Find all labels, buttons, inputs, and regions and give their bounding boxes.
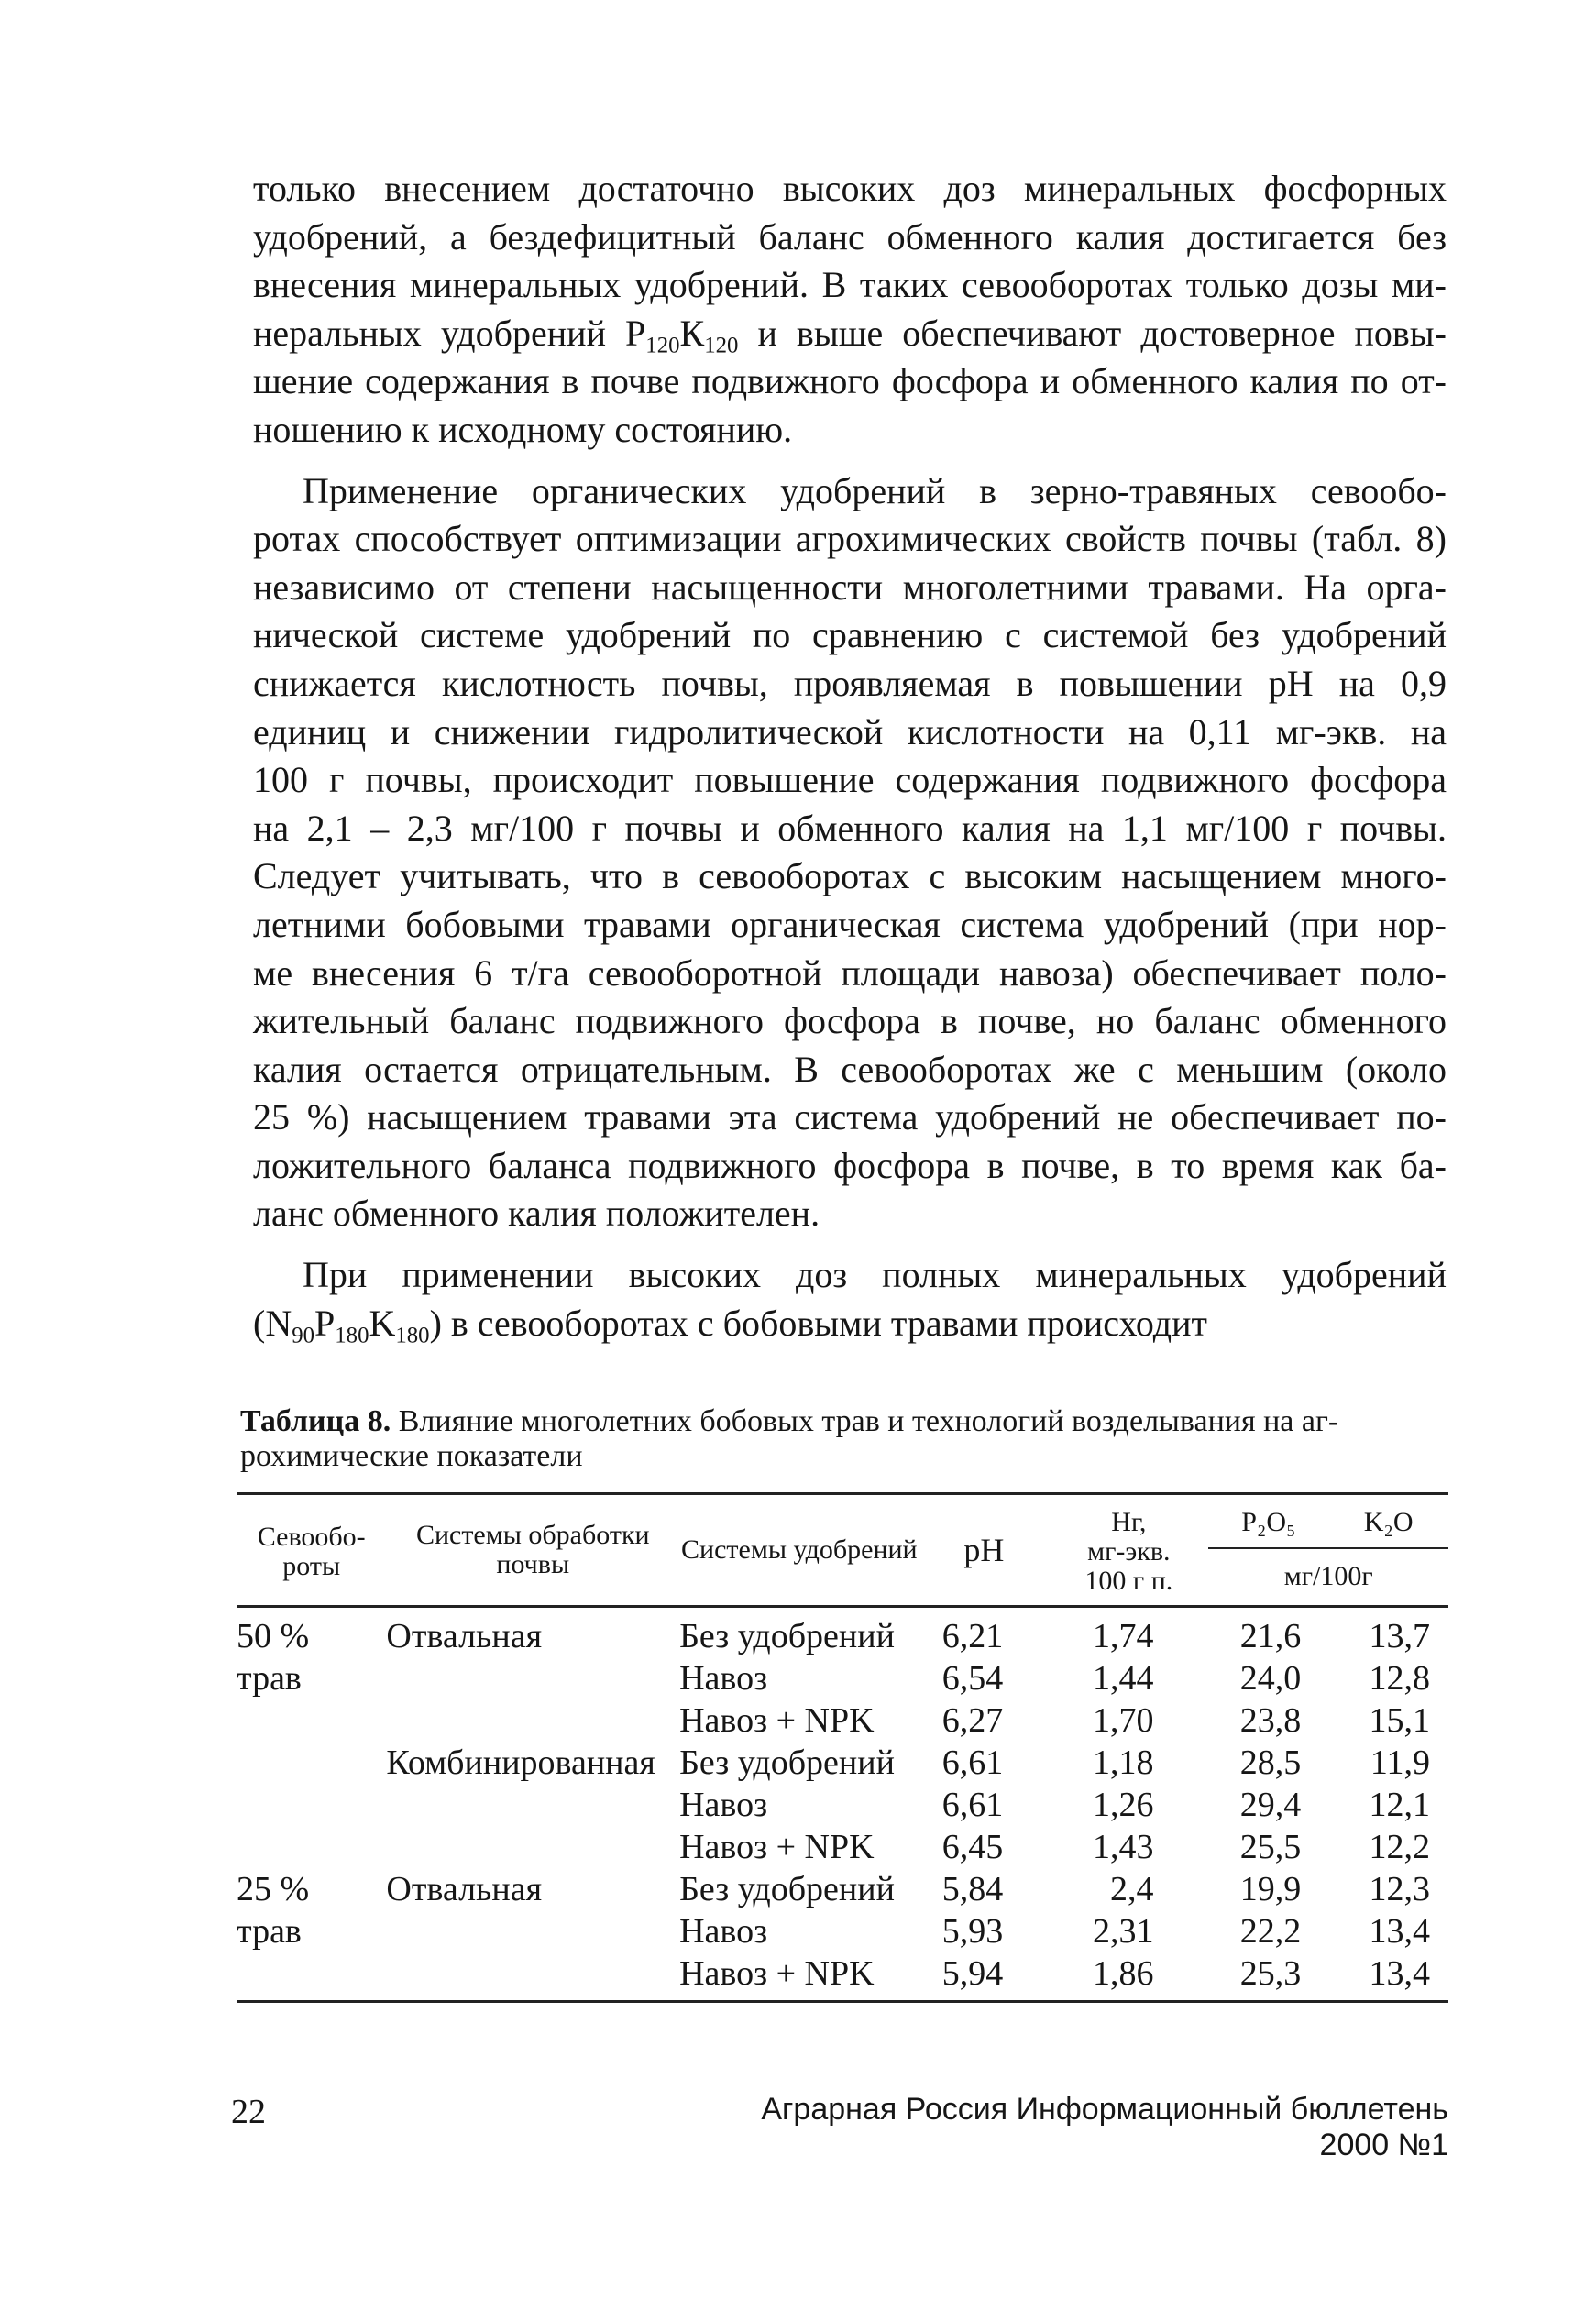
- cell-p: 25,3: [1239, 1954, 1302, 1993]
- header-ph: рН: [919, 1494, 1050, 1607]
- cell-ph: 5,94: [941, 1954, 1004, 1993]
- table-caption-label: Таблица 8.: [240, 1404, 391, 1438]
- text-line: ношению к исходному состоянию.: [253, 408, 793, 450]
- text-line: ротах способствует оптимизации агрохимических свойств почвы (табл. 8): [253, 518, 1447, 560]
- table-row: [237, 1952, 1448, 2002]
- table-row: [237, 1699, 1448, 1742]
- header-hg-bot: 100 г п.: [1084, 1566, 1173, 1596]
- cell-fert: Навоз + NPK: [679, 1954, 875, 1993]
- text-line: 100 г почвы, происходит повышение содержания подвижного фосфора: [253, 759, 1447, 801]
- table-caption-text-2: рохимические показатели: [240, 1439, 583, 1473]
- text-line: жительный баланс подвижного фосфора в почве, но баланс обменного: [253, 1000, 1447, 1042]
- table-row: [237, 1910, 1448, 1952]
- cell-fert: Без удобрений: [679, 1870, 895, 1908]
- cell-tillage: [386, 1826, 679, 1868]
- page-number: 22: [231, 2093, 266, 2131]
- cell-tillage: Отвальная: [386, 1617, 543, 1655]
- table-row: [237, 1742, 1448, 1784]
- cell-fert: Без удобрений: [679, 1743, 895, 1782]
- text-line: [253, 310, 1447, 358]
- cell-rotation: [237, 1826, 386, 1868]
- text-line: только внесением достаточно высоких доз минеральных фосфорных: [253, 168, 1447, 209]
- cell-rotation: трав: [237, 1659, 302, 1698]
- table-row: [237, 1784, 1448, 1826]
- cell-k: 13,4: [1369, 1954, 1430, 1993]
- header-hg-top: Нг,: [1111, 1507, 1147, 1537]
- cell-rotation: [237, 1784, 386, 1826]
- header-unit: мг/100г: [1208, 1548, 1448, 1607]
- text-line: ланс обменного калия положителен.: [253, 1193, 820, 1235]
- text-line: снижается кислотность почвы, проявляемая в повышении рН на 0,9: [253, 662, 1447, 704]
- text-line: Следует учитывать, что в севооборотах с высоким насыщением много-: [253, 855, 1447, 897]
- text-line: внесения минеральных удобрений. В таких севооборотах только дозы ми-: [253, 264, 1447, 306]
- cell-p: 29,4: [1239, 1786, 1302, 1824]
- cell-tillage: Отвальная: [386, 1870, 543, 1908]
- cell-p: 19,9: [1239, 1870, 1302, 1908]
- cell-k: 12,3: [1369, 1870, 1430, 1908]
- text-run: K: [369, 1302, 396, 1344]
- data-table: [237, 1492, 1448, 2003]
- cell-hg: 1,44: [1092, 1659, 1154, 1698]
- text-run: К: [679, 312, 705, 354]
- cell-ph: 6,27: [941, 1701, 1004, 1740]
- paragraph-1: [253, 165, 1447, 455]
- cell-rotation: [237, 1742, 386, 1784]
- table-body: [237, 1607, 1448, 2002]
- header-p2o5: P₂O₅: [1208, 1494, 1328, 1548]
- subscript: 120: [645, 333, 680, 358]
- cell-k: 12,8: [1369, 1659, 1430, 1698]
- cell-p: 23,8: [1239, 1701, 1302, 1740]
- cell-k: 13,4: [1369, 1912, 1430, 1951]
- text-line: калия остается отрицательным. В севооборотах же с меньшим (около: [253, 1048, 1447, 1090]
- cell-p: 25,5: [1239, 1828, 1302, 1866]
- text-run: и выше обеспечивают достоверное повы-: [738, 312, 1447, 354]
- header-hg-mid: мг-экв.: [1087, 1536, 1171, 1567]
- cell-k: 12,1: [1369, 1786, 1430, 1824]
- text-line: 25 %) насыщением травами эта система удобрений не обеспечивает по-: [253, 1096, 1447, 1138]
- table-row: [237, 1657, 1448, 1699]
- table-row: [237, 1607, 1448, 1658]
- table-row: [237, 1868, 1448, 1910]
- paragraph-2: [253, 467, 1447, 1239]
- header-tillage: Системы обработки почвы: [386, 1494, 679, 1607]
- subscript: 90: [292, 1323, 315, 1348]
- cell-k: 13,7: [1369, 1617, 1430, 1655]
- text-line: удобрений, а бездефицитный баланс обменного калия достигается без: [253, 215, 1447, 258]
- cell-tillage: [386, 1952, 679, 2002]
- cell-ph: 6,45: [941, 1828, 1004, 1866]
- text-line: единиц и снижении гидролитической кислотности на 0,11 мг-экв. на: [253, 710, 1447, 753]
- cell-rotation: трав: [237, 1912, 302, 1951]
- cell-ph: 6,21: [941, 1617, 1004, 1655]
- cell-ph: 5,84: [941, 1870, 1004, 1908]
- header-hg: [1049, 1494, 1208, 1607]
- subscript: 180: [335, 1323, 369, 1348]
- cell-hg: 1,86: [1092, 1954, 1154, 1993]
- text-run: P: [314, 1302, 336, 1344]
- cell-fert: Навоз: [679, 1659, 768, 1698]
- text-run: (N: [253, 1302, 292, 1344]
- cell-p: 28,5: [1239, 1743, 1302, 1782]
- text-line: ложительного баланса подвижного фосфора в почве, в то время как ба-: [253, 1144, 1447, 1186]
- cell-tillage: Комбинированная: [386, 1743, 655, 1782]
- cell-k: 11,9: [1370, 1743, 1430, 1782]
- cell-tillage: [386, 1784, 679, 1826]
- text-line: шение содержания в почве подвижного фосфора и обменного калия по от-: [253, 360, 1447, 402]
- text-run: неральных удобрений Р: [253, 312, 646, 354]
- paragraph-3: [253, 1251, 1447, 1347]
- table-caption: [240, 1404, 1448, 1474]
- cell-p: 21,6: [1239, 1617, 1302, 1655]
- body-text: [253, 165, 1447, 1347]
- journal-footer: Аграрная Россия Информационный бюллетень 2000 №1: [761, 2092, 1448, 2162]
- cell-fert: Навоз + NPK: [679, 1828, 875, 1866]
- header-k2o: K₂O: [1328, 1494, 1448, 1548]
- cell-ph: 5,93: [941, 1912, 1004, 1951]
- cell-ph: 6,61: [941, 1743, 1004, 1782]
- cell-fert: Навоз: [679, 1912, 768, 1951]
- cell-p: 22,2: [1239, 1912, 1302, 1951]
- cell-tillage: [386, 1657, 679, 1699]
- subscript: 120: [704, 333, 739, 358]
- cell-hg: 1,26: [1092, 1786, 1154, 1824]
- cell-hg: 2,4: [1109, 1870, 1154, 1908]
- text-line: нической системе удобрений по сравнению с системой без удобрений: [253, 614, 1447, 656]
- text-line: летними бобовыми травами органическая система удобрений (при нор-: [253, 903, 1447, 945]
- subscript: 180: [395, 1323, 430, 1348]
- text-line: Применение органических удобрений в зерно-травяных севообо-: [303, 469, 1447, 511]
- text-line: [253, 1300, 1447, 1348]
- text-line: При применении высоких доз полных минеральных удобрений: [303, 1254, 1447, 1296]
- text-line: на 2,1 – 2,3 мг/100 г почвы и обменного калия на 1,1 мг/100 г почвы.: [253, 807, 1447, 849]
- text-line: независимо от степени насыщенности многолетними травами. На орга-: [253, 566, 1447, 608]
- header-rotation: Севообо-роты: [237, 1494, 386, 1607]
- cell-hg: 1,43: [1092, 1828, 1154, 1866]
- cell-hg: 2,31: [1092, 1912, 1154, 1951]
- cell-k: 12,2: [1369, 1828, 1430, 1866]
- cell-fert: Навоз: [679, 1786, 768, 1824]
- header-fertilizer: Системы удобрений: [679, 1494, 919, 1607]
- text-run: ) в севооборотах с бобовыми травами происходит: [429, 1302, 1208, 1344]
- cell-tillage: [386, 1699, 679, 1742]
- cell-p: 24,0: [1239, 1659, 1302, 1698]
- cell-tillage: [386, 1910, 679, 1952]
- cell-rotation: 50 %: [237, 1617, 310, 1655]
- cell-fert: Без удобрений: [679, 1617, 895, 1655]
- cell-hg: 1,18: [1092, 1743, 1154, 1782]
- cell-rotation: 25 %: [237, 1870, 310, 1908]
- cell-k: 15,1: [1369, 1701, 1430, 1740]
- cell-hg: 1,74: [1092, 1617, 1154, 1655]
- cell-rotation: [237, 1952, 386, 2002]
- cell-rotation: [237, 1699, 386, 1742]
- cell-hg: 1,70: [1092, 1701, 1154, 1740]
- table-caption-text-1: Влияние многолетних бобовых трав и технологий возделывания на аг-: [391, 1404, 1339, 1438]
- cell-fert: Навоз + NPK: [679, 1701, 875, 1740]
- text-line: ме внесения 6 т/га севооборотной площади навоза) обеспечивает поло-: [253, 951, 1447, 994]
- cell-ph: 6,61: [941, 1786, 1004, 1824]
- table-row: [237, 1826, 1448, 1868]
- cell-ph: 6,54: [941, 1659, 1004, 1698]
